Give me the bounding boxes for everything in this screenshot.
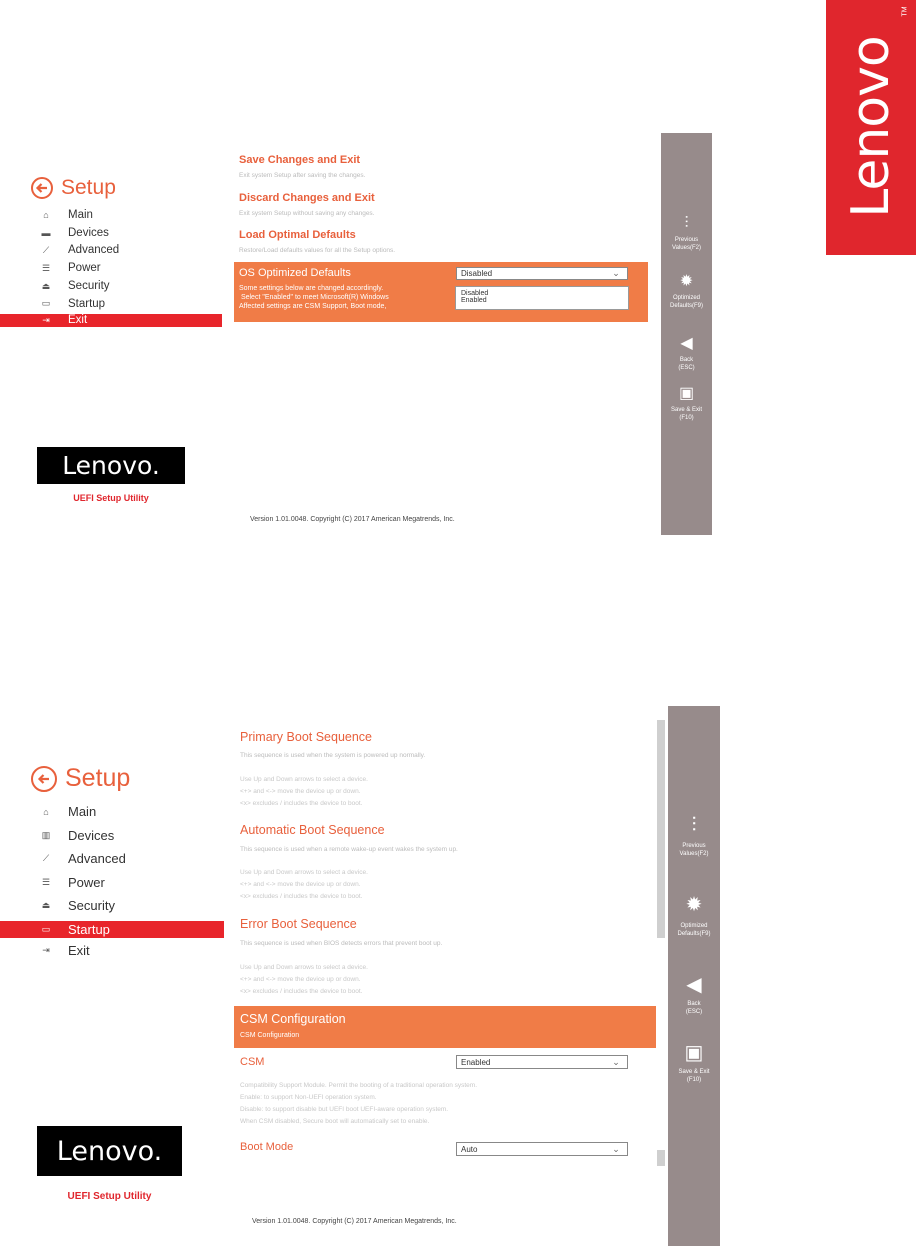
right-action-bar (668, 706, 720, 1246)
scrollbar-thumb[interactable] (657, 720, 665, 938)
hint-line: Use Up and Down arrows to select a device. (240, 776, 368, 783)
hint-line: <x> excludes / includes the device to boot. (240, 893, 363, 900)
os-defaults-dropdown (455, 286, 629, 310)
hint-line: <x> excludes / includes the device to boot. (240, 988, 363, 995)
back-arrow-icon[interactable] (31, 766, 57, 792)
csm-config-panel[interactable] (234, 1006, 656, 1048)
nav-label: Devices (68, 226, 109, 239)
button-label: Defaults(F9) (669, 303, 703, 309)
help-line: Some settings below are changed accordingly. (239, 285, 384, 292)
section-hints (240, 962, 368, 998)
button-label: (F10) (679, 415, 694, 421)
chevron-down-icon: ⌄ (612, 1056, 620, 1067)
help-line: Affected settings are CSM Support, Boot mode, (239, 303, 387, 310)
exit-icon: ⇥ (42, 945, 50, 955)
select-value: Auto (461, 1144, 478, 1154)
version-text: Version 1.01.0048. Copyright (C) 2017 American Megatrends, Inc. (250, 516, 455, 523)
csm-help (240, 1080, 477, 1128)
csm-config-title: CSM Configuration (240, 1012, 346, 1026)
button-label: Previous (682, 843, 706, 849)
option-disabled[interactable]: Disabled (461, 290, 489, 297)
automatic-boot-sequence[interactable]: Automatic Boot Sequence (240, 823, 385, 837)
nav-label: Startup (68, 921, 110, 937)
os-defaults-select[interactable] (456, 267, 628, 280)
csm-label: CSM (240, 1056, 265, 1068)
wrench-icon: ⟋ (42, 853, 50, 864)
startup-icon: ▭ (41, 923, 51, 934)
home-icon: ⌂ (43, 806, 49, 817)
button-label: Save & Exit (678, 1069, 710, 1075)
save-icon: ▣ (678, 385, 695, 402)
hint-line: Use Up and Down arrows to select a device. (240, 869, 368, 876)
lock-icon: ⏏ (41, 280, 51, 291)
section-desc: Exit system Setup without saving any changes. (239, 210, 375, 217)
nav-item-main[interactable] (0, 206, 222, 224)
nav-item-advanced[interactable] (0, 847, 224, 871)
hint-line: Use Up and Down arrows to select a device. (240, 964, 368, 971)
right-action-bar (661, 133, 712, 535)
error-boot-sequence[interactable]: Error Boot Sequence (240, 917, 357, 931)
hint-line: <+> and <-> move the device up or down. (240, 881, 361, 888)
nav-item-devices[interactable] (0, 224, 222, 242)
button-label: Back (687, 1001, 701, 1007)
sliders-icon: ⫶ (691, 814, 697, 836)
nav-label: Security (68, 280, 110, 293)
top-nav-list (0, 206, 222, 327)
nav-item-security[interactable] (0, 277, 222, 295)
save-exit-button[interactable] (661, 385, 712, 422)
gear-icon: ✹ (685, 894, 703, 916)
startup-icon: ▭ (41, 298, 51, 309)
nav-label: Startup (68, 297, 106, 310)
back-icon: ◀ (686, 974, 702, 996)
csm-config-subtitle: CSM Configuration (240, 1032, 300, 1039)
nav-label: Advanced (68, 851, 126, 867)
optimized-defaults-button[interactable] (661, 273, 712, 310)
nav-label: Exit (68, 943, 90, 958)
section-hints (240, 867, 368, 903)
bottom-screen (0, 690, 916, 1246)
lock-icon: ⏏ (41, 900, 51, 911)
button-label: (ESC) (678, 365, 695, 371)
devices-icon: ▥ (41, 829, 51, 840)
button-label: Optimized (672, 295, 700, 301)
power-icon: ☰ (41, 876, 51, 887)
help-line: Select "Enabled" to meet Microsoft(R) Windows (239, 294, 389, 301)
load-optimal-defaults[interactable]: Load Optimal Defaults (239, 229, 356, 241)
hint-line: <+> and <-> move the device up or down. (240, 976, 361, 983)
setup-title: Setup (61, 176, 116, 199)
nav-item-power[interactable] (0, 259, 222, 277)
hint-line: <x> excludes / includes the device to boot. (240, 800, 363, 807)
trademark-mark: TM (901, 6, 909, 17)
nav-label: Power (68, 262, 101, 275)
bottom-nav-list (0, 800, 224, 961)
help-line: Enable: to support Non-UEFI operation system. (240, 1094, 377, 1101)
hint-line: <+> and <-> move the device up or down. (240, 788, 361, 795)
back-button[interactable] (668, 976, 720, 1016)
discard-changes-exit[interactable]: Discard Changes and Exit (239, 192, 375, 204)
wrench-icon: ⟋ (42, 244, 50, 255)
button-label: Optimized (680, 923, 708, 929)
sliders-icon: ⫶ (684, 215, 689, 232)
setup-title: Setup (65, 764, 131, 792)
lenovo-logo-text: Lenovo (841, 36, 901, 218)
option-enabled[interactable]: Enabled (461, 297, 487, 304)
previous-values-button[interactable] (668, 816, 720, 858)
help-line: Disable: to support disable but UEFI boot UEFI-aware operation system. (240, 1106, 449, 1113)
lenovo-logo-box: Lenovo. (37, 1126, 182, 1176)
os-defaults-title: OS Optimized Defaults (239, 267, 351, 279)
os-defaults-help (239, 284, 389, 311)
top-screen (0, 0, 916, 560)
nav-label: Security (68, 898, 115, 914)
save-exit-button[interactable] (668, 1044, 720, 1084)
previous-values-button[interactable] (661, 215, 712, 252)
os-defaults-panel[interactable] (234, 262, 648, 322)
nav-item-startup[interactable] (0, 295, 222, 313)
nav-label: Power (68, 874, 105, 890)
boot-mode-select[interactable] (456, 1142, 628, 1156)
select-value: Disabled (461, 269, 493, 278)
section-desc: This sequence is used when a remote wake-up event wakes the system up. (240, 846, 458, 853)
nav-label: Main (68, 804, 97, 820)
button-label: Defaults(F9) (677, 931, 711, 937)
nav-item-exit[interactable] (0, 314, 222, 327)
lenovo-logo-box: Lenovo. (37, 447, 185, 484)
setup-header[interactable] (31, 764, 130, 793)
button-label: Save & Exit (670, 407, 702, 413)
boot-mode-label: Boot Mode (240, 1141, 294, 1153)
button-label: (ESC) (685, 1009, 703, 1015)
primary-boot-sequence[interactable]: Primary Boot Sequence (240, 730, 373, 744)
chevron-down-icon: ⌄ (612, 268, 620, 278)
nav-item-startup[interactable] (0, 921, 224, 938)
nav-label: Exit (68, 314, 88, 327)
home-icon: ⌂ (43, 209, 49, 220)
section-desc: This sequence is used when the system is powered up normally. (240, 752, 426, 759)
csm-select[interactable] (456, 1055, 628, 1069)
button-label: Previous (674, 237, 699, 243)
uefi-label: UEFI Setup Utility (67, 1191, 152, 1202)
back-button[interactable] (661, 335, 712, 372)
optimized-defaults-button[interactable] (668, 896, 720, 938)
back-arrow-icon[interactable] (31, 177, 53, 199)
help-line: Compatibility Support Module. Permit the booting of a traditional operation system. (240, 1082, 478, 1089)
gear-icon: ✹ (679, 273, 694, 290)
exit-icon: ⇥ (42, 314, 50, 325)
section-desc: Restore/Load defaults values for all the Setup options. (239, 247, 396, 254)
section-desc: Exit system Setup after saving the changes. (239, 172, 366, 179)
nav-item-devices[interactable] (0, 824, 224, 848)
back-icon: ◀ (680, 335, 693, 352)
nav-item-security[interactable] (0, 894, 224, 918)
button-label: (F10) (686, 1077, 702, 1083)
chevron-down-icon: ⌄ (612, 1143, 620, 1154)
version-text: Version 1.01.0048. Copyright (C) 2017 American Megatrends, Inc. (252, 1218, 457, 1225)
save-changes-exit[interactable]: Save Changes and Exit (239, 154, 361, 166)
save-icon: ▣ (684, 1042, 704, 1064)
section-desc: This sequence is used when BIOS detects errors that prevent boot up. (240, 940, 443, 947)
button-label: Back (679, 357, 694, 363)
setup-header[interactable] (31, 176, 116, 200)
nav-item-exit[interactable] (0, 941, 224, 961)
nav-item-power[interactable] (0, 871, 224, 895)
button-label: Values(F2) (679, 851, 709, 857)
select-value: Enabled (461, 1057, 491, 1067)
button-label: Values(F2) (672, 245, 701, 251)
nav-item-advanced[interactable] (0, 242, 222, 260)
nav-label: Advanced (68, 244, 120, 257)
scrollbar-bottom[interactable] (657, 1150, 665, 1166)
help-line: When CSM disabled, Secure boot will automatically set to enable. (240, 1118, 430, 1125)
section-hints (240, 774, 368, 810)
devices-icon: ▬ (41, 227, 51, 238)
nav-label: Main (68, 208, 93, 221)
uefi-label: UEFI Setup Utility (73, 493, 149, 503)
power-icon: ☰ (41, 262, 51, 273)
nav-item-main[interactable] (0, 800, 224, 824)
nav-label: Devices (68, 827, 115, 843)
